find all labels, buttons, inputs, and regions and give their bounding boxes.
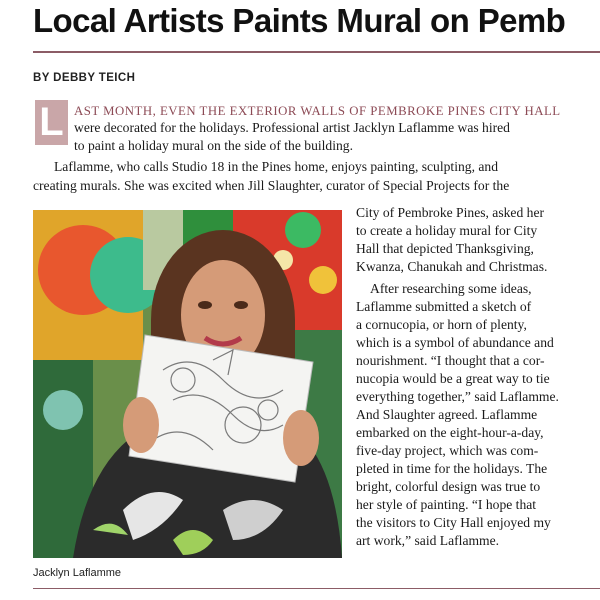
column-line: art work,” said Laflamme.	[356, 533, 500, 548]
column-line: bright, colorful design was true to	[356, 479, 541, 494]
column-line: embarked on the eight-hour-a-day,	[356, 425, 544, 440]
column-line: nucopia would be a great way to tie	[356, 371, 550, 386]
body-line: creating murals. She was excited when Jill Slaughter, curator of Special Projects for the	[33, 178, 510, 193]
bottom-rule	[33, 588, 600, 589]
drop-cap: L	[35, 100, 68, 145]
column-line: Hall that depicted Thanksgiving,	[356, 241, 534, 256]
body-line: Laflamme, who calls Studio 18 in the Pines home, enjoys painting, sculpting, and	[54, 159, 499, 174]
column-line: nourishment. “I thought that a cor-	[356, 353, 545, 368]
column-line: City of Pembroke Pines, asked her	[356, 205, 545, 220]
column-line: to create a holiday mural for City	[356, 223, 538, 238]
byline: BY DEBBY TEICH	[33, 72, 136, 84]
column-line: the visitors to City Hall enjoyed my	[356, 515, 551, 530]
artist-photo	[33, 210, 342, 558]
column-line: which is a symbol of abundance and	[356, 335, 554, 350]
column-line: pleted in time for the holidays. The	[356, 461, 548, 476]
photo-caption: Jacklyn Laflamme	[33, 567, 122, 579]
column-line: everything together,” said Laflamme.	[356, 389, 559, 404]
body-line: to paint a holiday mural on the side of the building.	[74, 138, 353, 153]
column-line: Kwanza, Chanukah and Christmas.	[356, 259, 548, 274]
column-line: After researching some ideas,	[370, 281, 532, 296]
column-line: Laflamme submitted a sketch of	[356, 299, 532, 314]
top-rule	[33, 51, 600, 53]
lead-line: AST MONTH, EVEN THE EXTERIOR WALLS OF PEMBROKE PINES CITY HALL	[74, 104, 561, 118]
column-line: her style of painting. “I hope that	[356, 497, 537, 512]
body-line: were decorated for the holidays. Professional artist Jacklyn Laflamme was hired	[74, 120, 510, 135]
column-line: a cornucopia, or horn of plenty,	[356, 317, 527, 332]
headline: Local Artists Paints Mural on Pemb	[33, 2, 566, 39]
column-line: And Slaughter agreed. Laflamme	[356, 407, 538, 422]
column-line: five-day project, which was com-	[356, 443, 539, 458]
